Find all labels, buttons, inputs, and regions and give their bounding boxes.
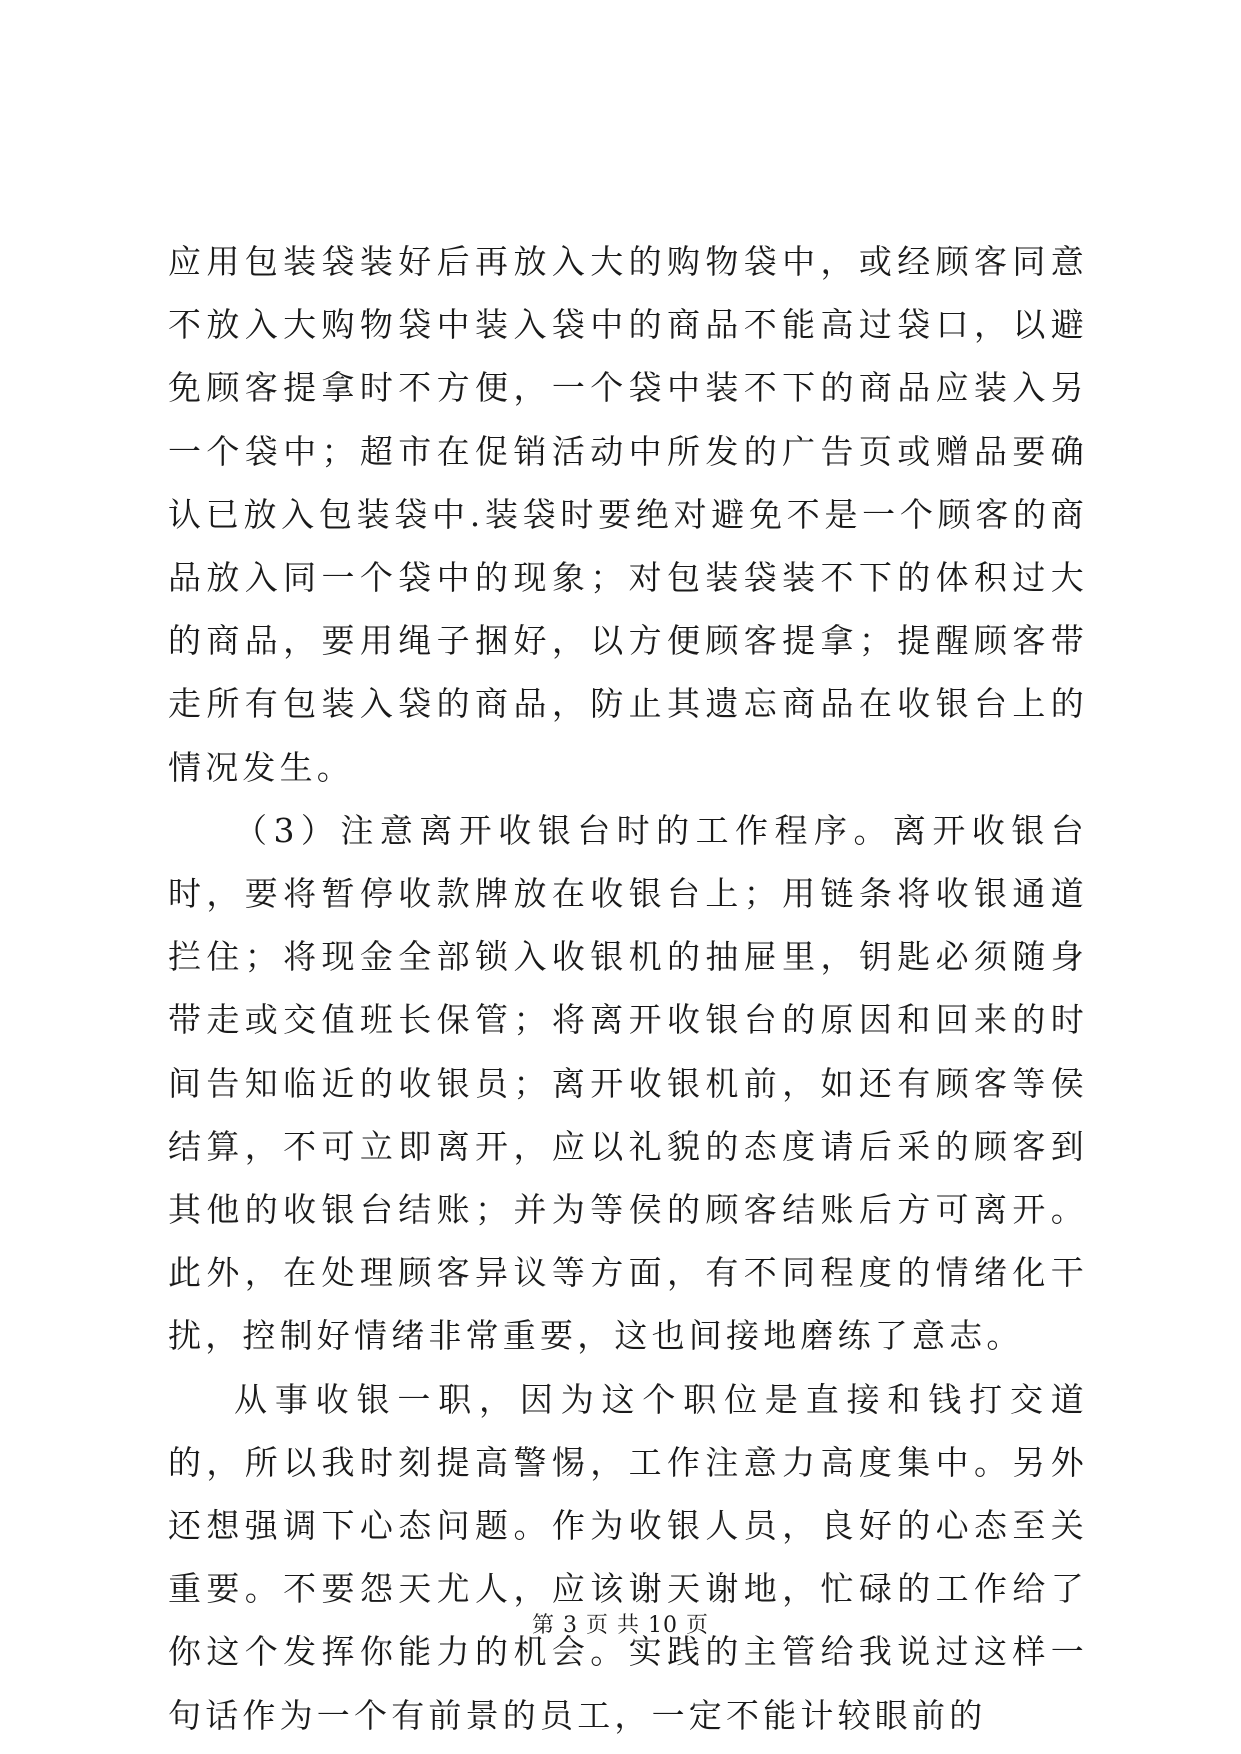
paragraph-2: （3）注意离开收银台时的工作程序。离开收银台时，要将暂停收款牌放在收银台上；用链条将收银通道拦住；将现金全部锁入收银机的抽屉里，钥匙必须随身带走或交值班长保管；将离开收银台的原因和回来的时间告知临近的收银员；离开收银机前，如还有顾客等侯结算，不可立即离开，应以礼貌的态度请后采的顾客到其他的收银台结账；并为等侯的顾客结账后方可离开。此外，在处理顾客异议等方面，有不同程度的情绪化干扰，控制好情绪非常重要，这也间接地磨练了意志。 [168,810,1088,1356]
paragraph-3: 从事收银一职，因为这个职位是直接和钱打交道的，所以我时刻提高警惕，工作注意力高度集中。另外还想强调下心态问题。作为收银人员，良好的心态至关重要。不要怨天尤人，应该谢天谢地，忙碌的工作给了你这个发挥你能力的机会。实践的主管给我说过这样一句话作为一个有前景的员工，一定不能计较眼前的 [168,1379,1088,1735]
paragraph-1: 应用包装袋装好后再放入大的购物袋中，或经顾客同意不放入大购物袋中装入袋中的商品不能高过袋口，以避免顾客提拿时不方便，一个袋中装不下的商品应装入另一个袋中；超市在促销活动中所发的广告页或赠品要确认已放入包装袋中.装袋时要绝对避免不是一个顾客的商品放入同一个袋中的现象；对包装袋装不下的体积过大的商品，要用绳子捆好，以方便顾客提拿；提醒顾客带走所有包装入袋的商品，防止其遗忘商品在收银台上的情况发生。 [168,242,1088,787]
page-footer: 第 3 页 共 10 页 [532,1613,709,1638]
body-text [168,230,1088,1747]
